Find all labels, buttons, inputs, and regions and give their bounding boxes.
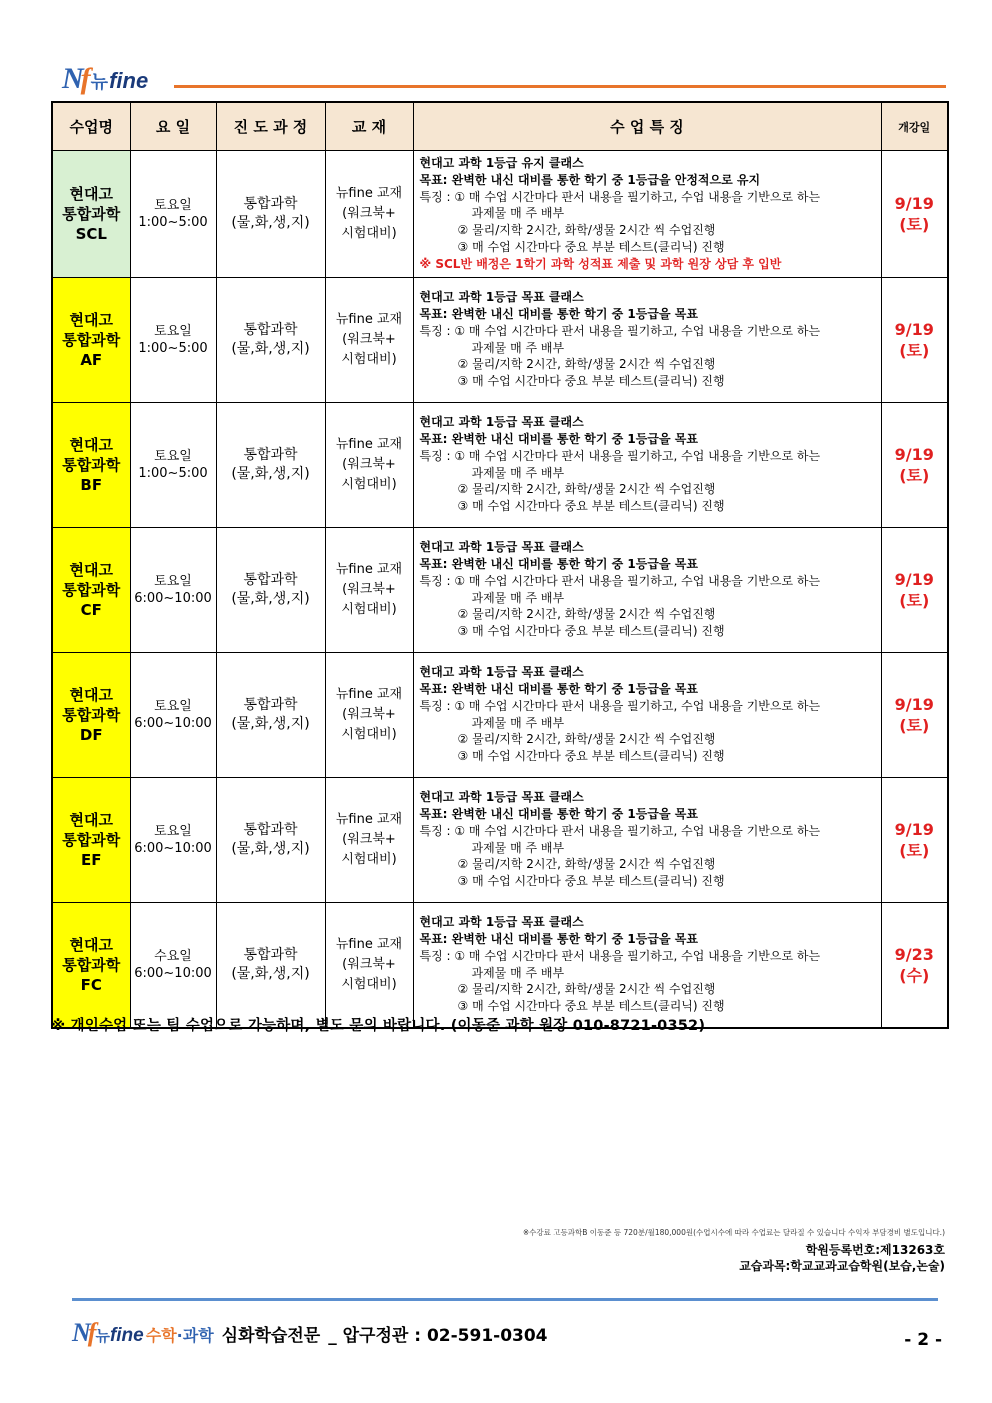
teaching-subjects: 교습과목:학교교과교습학원(보습,논술) <box>739 1259 945 1273</box>
textbook-cell-line: 뉴fine 교재 <box>335 311 403 327</box>
features-cell <box>413 777 881 902</box>
feature-note: ※ SCL반 배정은 1학기 과학 성적표 제출 및 과학 원장 상담 후 입반 <box>419 256 782 271</box>
open-date-cell-line: (토) <box>899 214 930 234</box>
day-time-cell <box>130 652 216 777</box>
class-name-cell-line: 통합과학 <box>62 580 121 599</box>
col-day: 요 일 <box>130 102 216 151</box>
tuition-note: ※수강료 고등과학B 이동준 등 720분/월180,000원(수업시수에 따라 수업료는 달라질 수 있습니다 수익자 부담경비 별도입니다.) <box>522 1228 945 1237</box>
class-name-cell-line: 통합과학 <box>62 705 121 724</box>
day-time-cell-line: 6:00~10:00 <box>134 590 212 606</box>
table-row <box>52 902 948 1028</box>
class-name-cell <box>52 652 130 777</box>
textbook-cell-line: (워크북+ <box>342 205 396 221</box>
textbook-cell-line: 뉴fine 교재 <box>335 561 403 577</box>
progress-cell-line: 통합과학 <box>243 946 298 963</box>
feature-goal: 목표: 완벽한 내신 대비를 통한 학기 중 1등급을 목표 <box>419 931 698 946</box>
footer-logo-f: f <box>87 1318 94 1347</box>
feature-point-1: 특징 : ① 매 수업 시간마다 판서 내용을 필기하고, 수업 내용을 기반으로 하는 <box>419 698 821 713</box>
footer-specialty: 심화학습전문 <box>221 1326 321 1346</box>
feature-point-3: ③ 매 수업 시간마다 중요 부분 테스트(클리닉) 진행 <box>457 874 725 889</box>
open-date-cell-line: 9/23 <box>894 944 934 964</box>
open-date-cell-line: 9/19 <box>894 819 934 839</box>
day-time-cell <box>130 902 216 1028</box>
col-open-date: 개강일 <box>881 102 948 151</box>
feature-point-2: ② 물리/지학 2시간, 화학/생물 2시간 씩 수업진행 <box>457 482 716 497</box>
textbook-cell <box>325 277 413 402</box>
footer-science: 과학 <box>182 1326 214 1345</box>
features-cell <box>413 652 881 777</box>
day-time-cell-line: 6:00~10:00 <box>134 715 212 731</box>
progress-cell <box>216 902 325 1028</box>
table-row <box>52 777 948 902</box>
page-footer <box>72 1318 548 1348</box>
logo-f: f <box>80 62 88 95</box>
textbook-cell <box>325 652 413 777</box>
open-date-cell-line: 9/19 <box>894 319 934 339</box>
feature-point-2: ② 물리/지학 2시간, 화학/생물 2시간 씩 수업진행 <box>457 357 716 372</box>
open-date-cell-line: (토) <box>899 840 930 860</box>
day-time-cell-line: 토요일 <box>154 197 192 213</box>
feature-goal: 목표: 완벽한 내신 대비를 통한 학기 중 1등급을 목표 <box>419 431 698 446</box>
footer-logo-n: N <box>72 1318 88 1347</box>
col-features: 수 업 특 징 <box>413 102 881 151</box>
feature-point-1-cont: 과제물 매 주 배부 <box>471 840 565 855</box>
col-textbook: 교 재 <box>325 102 413 151</box>
feature-title: 현대고 과학 1등급 목표 클래스 <box>419 540 584 555</box>
open-date-cell <box>881 652 948 777</box>
progress-cell-line: (물,화,생,지) <box>231 214 310 231</box>
feature-point-1-cont: 과제물 매 주 배부 <box>471 715 565 730</box>
feature-title: 현대고 과학 1등급 유지 클래스 <box>419 156 584 170</box>
open-date-cell <box>881 151 948 278</box>
class-name-cell-line: EF <box>81 850 102 869</box>
table-row <box>52 527 948 652</box>
col-class-name: 수업명 <box>52 102 130 151</box>
day-time-cell-line: 토요일 <box>154 323 192 339</box>
class-name-cell-line: BF <box>80 475 103 494</box>
feature-point-1: 특징 : ① 매 수업 시간마다 판서 내용을 필기하고, 수업 내용을 기반으로 하는 <box>419 573 821 588</box>
feature-point-3: ③ 매 수업 시간마다 중요 부분 테스트(클리닉) 진행 <box>457 499 725 514</box>
class-name-cell-line: 통합과학 <box>62 204 121 223</box>
progress-cell-line: 통합과학 <box>243 696 298 713</box>
day-time-cell <box>130 277 216 402</box>
progress-cell-line: 통합과학 <box>243 821 298 838</box>
feature-point-1-cont: 과제물 매 주 배부 <box>471 965 565 980</box>
col-progress: 진 도 과 정 <box>216 102 325 151</box>
page-header <box>62 60 946 96</box>
footer-rule <box>72 1298 938 1301</box>
feature-title: 현대고 과학 1등급 목표 클래스 <box>419 290 584 305</box>
feature-goal: 목표: 완벽한 내신 대비를 통한 학기 중 1등급을 목표 <box>419 306 698 321</box>
class-name-cell-line: 통합과학 <box>62 330 121 349</box>
textbook-cell <box>325 777 413 902</box>
progress-cell <box>216 527 325 652</box>
feature-point-3: ③ 매 수업 시간마다 중요 부분 테스트(클리닉) 진행 <box>457 749 725 764</box>
footer-dot: · <box>176 1326 183 1345</box>
features-cell <box>413 902 881 1028</box>
feature-point-1: 특징 : ① 매 수업 시간마다 판서 내용을 필기하고, 수업 내용을 기반으로 하는 <box>419 189 821 204</box>
textbook-cell-line: 뉴fine 교재 <box>335 811 403 827</box>
day-time-cell-line: 토요일 <box>154 823 192 839</box>
class-name-cell-line: 통합과학 <box>62 455 121 474</box>
textbook-cell-line: (워크북+ <box>342 706 396 722</box>
open-date-cell-line: (토) <box>899 465 930 485</box>
open-date-cell <box>881 277 948 402</box>
table-row <box>52 277 948 402</box>
progress-cell-line: 통합과학 <box>243 446 298 463</box>
day-time-cell-line: 토요일 <box>154 448 192 464</box>
open-date-cell-line: (토) <box>899 590 930 610</box>
feature-title: 현대고 과학 1등급 목표 클래스 <box>419 665 584 680</box>
textbook-cell-line: 시험대비) <box>341 726 397 742</box>
open-date-cell <box>881 777 948 902</box>
textbook-cell-line: 시험대비) <box>341 601 397 617</box>
textbook-cell-line: (워크북+ <box>342 331 396 347</box>
contact-footnote: ※ 개인수업 또는 팀 수업으로 가능하며, 별도 문의 바랍니다. (이동준 과학 원장 010-8721-0352) <box>51 1018 706 1034</box>
footer-logo-mark <box>72 1318 93 1348</box>
progress-cell <box>216 402 325 527</box>
feature-point-3: ③ 매 수업 시간마다 중요 부분 테스트(클리닉) 진행 <box>457 239 725 254</box>
footer-campus-phone: _ 압구정관 : 02-591-0304 <box>328 1326 548 1346</box>
feature-point-1: 특징 : ① 매 수업 시간마다 판서 내용을 필기하고, 수업 내용을 기반으로 하는 <box>419 448 821 463</box>
day-time-cell-line: 토요일 <box>154 698 192 714</box>
class-name-cell-line: FC <box>80 975 102 994</box>
progress-cell-line: (물,화,생,지) <box>231 715 310 732</box>
footer-logo-nyu: 뉴 <box>95 1327 110 1345</box>
day-time-cell-line: 1:00~5:00 <box>138 465 208 481</box>
textbook-cell-line: (워크북+ <box>342 831 396 847</box>
class-name-cell-line: 현대고 <box>69 184 113 203</box>
logo-mark <box>62 62 88 96</box>
class-name-cell-line: 현대고 <box>69 935 113 954</box>
day-time-cell <box>130 527 216 652</box>
feature-point-2: ② 물리/지학 2시간, 화학/생물 2시간 씩 수업진행 <box>457 223 716 238</box>
textbook-cell-line: (워크북+ <box>342 456 396 472</box>
progress-cell <box>216 777 325 902</box>
open-date-cell-line: 9/19 <box>894 569 934 589</box>
feature-goal: 목표: 완벽한 내신 대비를 통한 학기 중 1등급을 목표 <box>419 806 698 821</box>
schedule-table <box>51 101 949 1029</box>
textbook-cell-line: 뉴fine 교재 <box>335 686 403 702</box>
day-time-cell-line: 6:00~10:00 <box>134 840 212 856</box>
open-date-cell-line: 9/19 <box>894 193 934 213</box>
class-name-cell-line: 현대고 <box>69 560 113 579</box>
progress-cell-line: (물,화,생,지) <box>231 840 310 857</box>
class-name-cell <box>52 902 130 1028</box>
feature-point-1-cont: 과제물 매 주 배부 <box>471 340 565 355</box>
table-row <box>52 151 948 278</box>
logo-fine: fine <box>109 68 149 93</box>
feature-title: 현대고 과학 1등급 목표 클래스 <box>419 915 584 930</box>
textbook-cell-line: 뉴fine 교재 <box>335 185 403 201</box>
registration-number: 학원등록번호:제13263호 <box>805 1243 945 1257</box>
open-date-cell <box>881 527 948 652</box>
class-name-cell-line: DF <box>79 725 103 744</box>
open-date-cell-line: (수) <box>899 965 930 985</box>
day-time-cell-line: 토요일 <box>154 573 192 589</box>
class-name-cell-line: CF <box>80 600 102 619</box>
class-name-cell-line: 현대고 <box>69 810 113 829</box>
day-time-cell-line: 수요일 <box>154 948 192 964</box>
nyufine-logo <box>62 62 148 96</box>
open-date-cell-line: 9/19 <box>894 444 934 464</box>
feature-point-3: ③ 매 수업 시간마다 중요 부분 테스트(클리닉) 진행 <box>457 374 725 389</box>
textbook-cell-line: 뉴fine 교재 <box>335 936 403 952</box>
textbook-cell <box>325 151 413 278</box>
class-name-cell-line: 통합과학 <box>62 830 121 849</box>
progress-cell-line: 통합과학 <box>243 321 298 338</box>
day-time-cell <box>130 402 216 527</box>
table-row <box>52 652 948 777</box>
textbook-cell-line: (워크북+ <box>342 956 396 972</box>
textbook-cell <box>325 527 413 652</box>
day-time-cell-line: 1:00~5:00 <box>138 340 208 356</box>
progress-cell <box>216 652 325 777</box>
day-time-cell <box>130 151 216 278</box>
table-row <box>52 402 948 527</box>
feature-point-1-cont: 과제물 매 주 배부 <box>471 590 565 605</box>
feature-point-1: 특징 : ① 매 수업 시간마다 판서 내용을 필기하고, 수업 내용을 기반으로 하는 <box>419 323 821 338</box>
open-date-cell-line: 9/19 <box>894 694 934 714</box>
class-name-cell <box>52 527 130 652</box>
feature-point-3: ③ 매 수업 시간마다 중요 부분 테스트(클리닉) 진행 <box>457 999 725 1014</box>
day-time-cell <box>130 777 216 902</box>
day-time-cell-line: 6:00~10:00 <box>134 965 212 981</box>
feature-goal: 목표: 완벽한 내신 대비를 통한 학기 중 1등급을 목표 <box>419 556 698 571</box>
table-header-row <box>52 102 948 151</box>
class-name-cell-line: 현대고 <box>69 435 113 454</box>
day-time-cell-line: 1:00~5:00 <box>138 214 208 230</box>
progress-cell-line: (물,화,생,지) <box>231 590 310 607</box>
feature-goal: 목표: 완벽한 내신 대비를 통한 학기 중 1등급을 안정적으로 유지 <box>419 172 761 187</box>
progress-cell <box>216 151 325 278</box>
class-name-cell-line: SCL <box>75 224 107 243</box>
progress-cell-line: (물,화,생,지) <box>231 465 310 482</box>
feature-point-1-cont: 과제물 매 주 배부 <box>471 206 565 221</box>
class-name-cell <box>52 277 130 402</box>
textbook-cell-line: 시험대비) <box>341 851 397 867</box>
feature-title: 현대고 과학 1등급 목표 클래스 <box>419 415 584 430</box>
textbook-cell-line: 뉴fine 교재 <box>335 436 403 452</box>
textbook-cell-line: 시험대비) <box>341 976 397 992</box>
feature-point-2: ② 물리/지학 2시간, 화학/생물 2시간 씩 수업진행 <box>457 732 716 747</box>
textbook-cell <box>325 902 413 1028</box>
open-date-cell <box>881 902 948 1028</box>
open-date-cell-line: (토) <box>899 715 930 735</box>
textbook-cell-line: 시험대비) <box>341 225 397 241</box>
class-name-cell <box>52 777 130 902</box>
logo-n: N <box>62 62 81 95</box>
open-date-cell <box>881 402 948 527</box>
feature-goal: 목표: 완벽한 내신 대비를 통한 학기 중 1등급을 목표 <box>419 681 698 696</box>
footer-logo-fine: fine <box>109 1325 144 1346</box>
feature-point-2: ② 물리/지학 2시간, 화학/생물 2시간 씩 수업진행 <box>457 857 716 872</box>
progress-cell-line: 통합과학 <box>243 195 298 212</box>
features-cell <box>413 527 881 652</box>
feature-point-1: 특징 : ① 매 수업 시간마다 판서 내용을 필기하고, 수업 내용을 기반으로 하는 <box>419 823 821 838</box>
features-cell <box>413 277 881 402</box>
feature-point-2: ② 물리/지학 2시간, 화학/생물 2시간 씩 수업진행 <box>457 982 716 997</box>
progress-cell-line: (물,화,생,지) <box>231 340 310 357</box>
features-cell <box>413 151 881 278</box>
feature-point-1: 특징 : ① 매 수업 시간마다 판서 내용을 필기하고, 수업 내용을 기반으로 하는 <box>419 948 821 963</box>
class-name-cell-line: 현대고 <box>69 310 113 329</box>
features-cell <box>413 402 881 527</box>
progress-cell-line: (물,화,생,지) <box>231 965 310 982</box>
textbook-cell <box>325 402 413 527</box>
textbook-cell-line: 시험대비) <box>341 351 397 367</box>
class-name-cell-line: 통합과학 <box>62 955 121 974</box>
feature-point-1-cont: 과제물 매 주 배부 <box>471 465 565 480</box>
textbook-cell-line: (워크북+ <box>342 581 396 597</box>
textbook-cell-line: 시험대비) <box>341 476 397 492</box>
class-name-cell <box>52 151 130 278</box>
logo-nyu: 뉴 <box>90 72 109 93</box>
header-rule <box>174 85 946 88</box>
page-number: - 2 - <box>904 1330 942 1350</box>
class-name-cell-line: 현대고 <box>69 685 113 704</box>
progress-cell-line: 통합과학 <box>243 571 298 588</box>
progress-cell <box>216 277 325 402</box>
feature-title: 현대고 과학 1등급 목표 클래스 <box>419 790 584 805</box>
class-name-cell-line: AF <box>80 350 103 369</box>
class-name-cell <box>52 402 130 527</box>
feature-point-2: ② 물리/지학 2시간, 화학/생물 2시간 씩 수업진행 <box>457 607 716 622</box>
feature-point-3: ③ 매 수업 시간마다 중요 부분 테스트(클리닉) 진행 <box>457 624 725 639</box>
open-date-cell-line: (토) <box>899 340 930 360</box>
footer-math: 수학 <box>145 1326 177 1345</box>
